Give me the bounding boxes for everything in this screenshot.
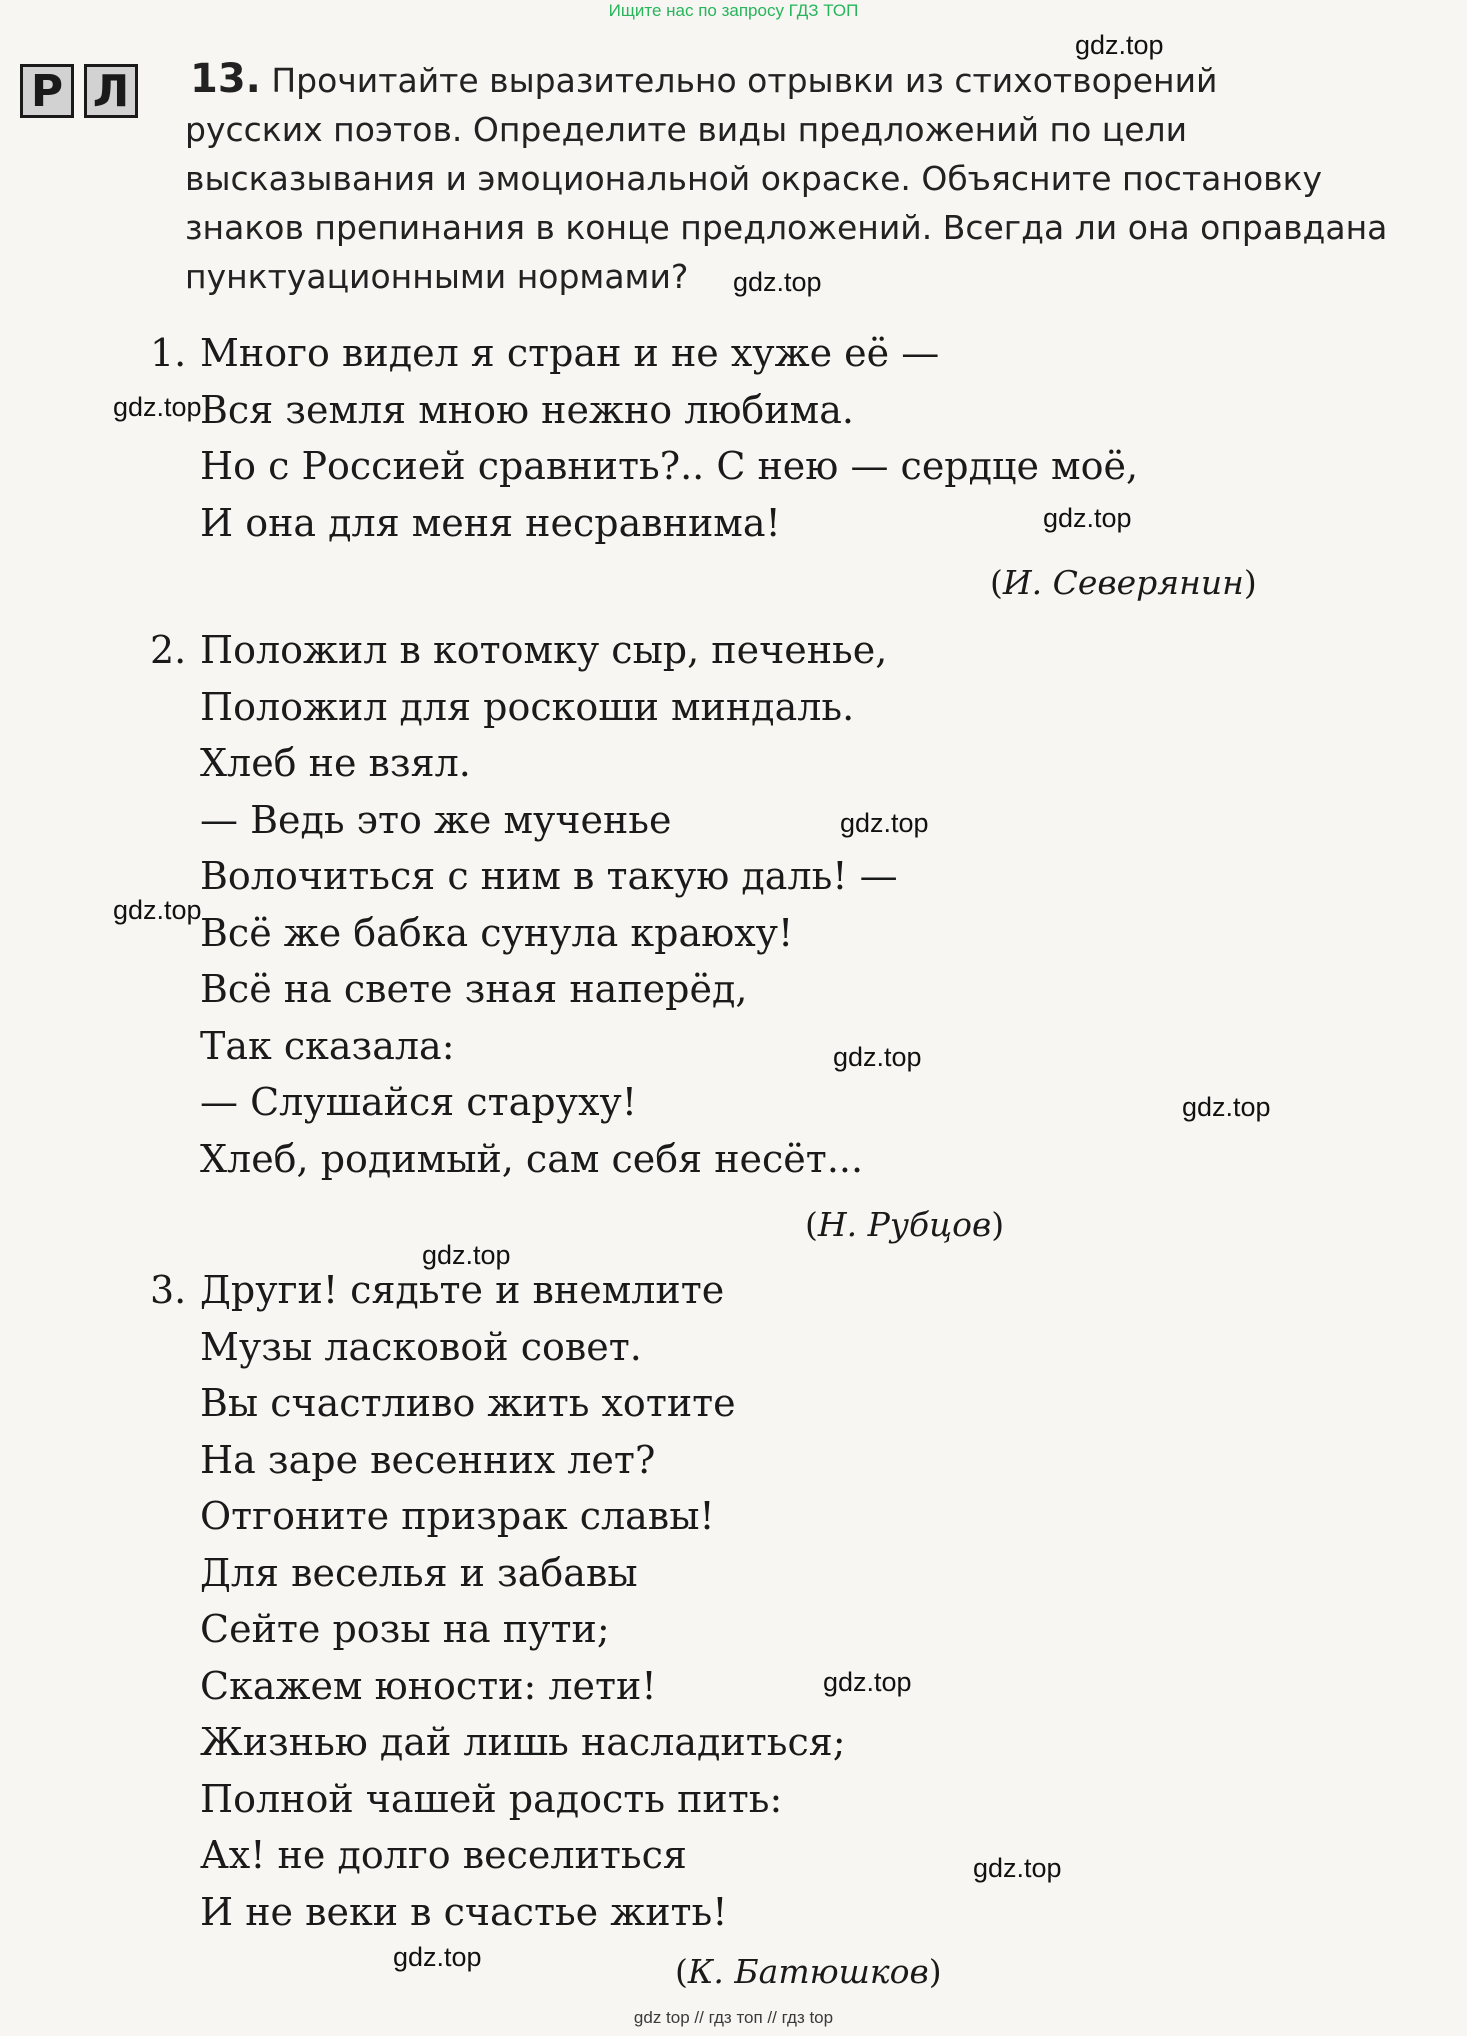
poem-line: Вся земля мною нежно любима. [200,387,854,432]
poem-number: 3. [150,1268,187,1312]
poem-1-author: (И. Северянин) [990,563,1257,602]
watermark: gdz.top [1075,30,1164,60]
poem-line: Положил для роскоши миндаль. [200,684,855,729]
badge-r: Р [20,64,74,118]
watermark: gdz.top [113,895,202,925]
poem-line: Так сказала: [200,1023,455,1068]
watermark: gdz.top [422,1240,511,1270]
poem-line: И не веки в счастье жить! [200,1889,728,1934]
poem-line: И она для меня несравнима! [200,500,781,545]
poem-line: Всё на свете зная наперёд, [200,967,748,1011]
watermark: gdz.top [1182,1092,1271,1122]
poem-line: Сейте розы на пути; [200,1607,610,1651]
poem-3-author: (К. Батюшков) [675,1952,942,1991]
poem-line: Вы счастливо жить хотите [200,1381,736,1425]
top-banner[interactable]: Ищите нас по запросу ГДЗ ТОП [608,1,859,20]
task-instruction [20,55,1390,301]
poem-line: Положил в котомку сыр, печенье, [200,628,888,672]
watermark: gdz.top [823,1667,912,1697]
task-text-line1: Прочитайте выразительно отрывки из стихотворений [271,61,1218,100]
poem-line: Всё же бабка сунула краюху! [200,910,794,955]
poem-line: Отгоните призрак славы! [200,1494,715,1538]
poem-line: Хлеб не взял. [200,741,471,785]
poem-number: 1. [150,331,187,375]
badge-l: Л [84,64,138,118]
watermark: gdz.top [113,392,202,422]
poem-number: 2. [150,628,187,672]
poem-line: Хлеб, родимый, сам себя несёт... [200,1136,864,1181]
poem-line: Други! сядьте и внемлите [200,1268,725,1312]
watermark: gdz.top [1043,503,1132,533]
watermark: gdz.top [393,1942,482,1972]
watermark: gdz.top [733,267,822,297]
poem-line: Полной чашей радость пить: [200,1776,783,1821]
poem-line: — Слушайся старуху! [200,1080,637,1124]
poem-line: На заре весенних лет? [200,1437,656,1482]
poem-line: Для веселья и забавы [200,1550,638,1595]
poem-line: Жизнью дай лишь насладиться; [200,1720,846,1764]
task-number: 13. [190,56,261,102]
poem-line: Волочиться с ним в такую даль! — [200,854,898,898]
poem-line: Но с Россией сравнить?.. С нею — сердце моё, [200,444,1139,488]
poem-3 [150,1262,846,1940]
poem-2-author: (Н. Рубцов) [805,1205,1005,1244]
watermark: gdz.top [840,808,929,838]
poem-line: Скажем юности: лети! [200,1663,657,1708]
watermark: gdz.top [973,1853,1062,1883]
watermark: gdz.top [833,1042,922,1072]
poem-line: — Ведь это же мученье [200,797,672,842]
bottom-banner[interactable]: gdz top // гдз топ // гдз top [633,2008,834,2027]
poem-line: Много видел я стран и не хуже её — [200,331,940,375]
poem-line: Ах! не долго веселиться [200,1833,687,1877]
task-text: русских поэтов. Определите виды предложений по цели высказывания и эмоциональной окраске. Объясните постановку знаков препинания в конце предложений. Всегда ли она оправдана пунктуационными нормами? [185,110,1388,296]
poem-line: Музы ласковой совет. [200,1324,642,1369]
